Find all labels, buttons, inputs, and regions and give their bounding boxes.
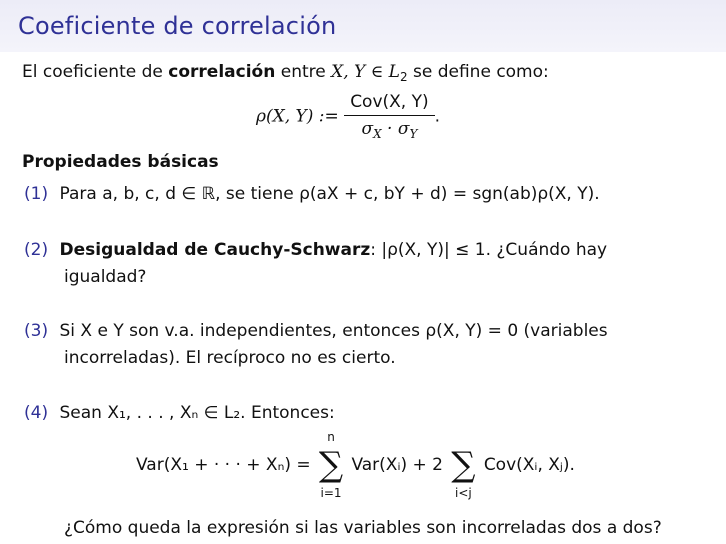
definition-numerator: Cov(X, Y) [344, 92, 434, 116]
property-2 [24, 240, 607, 260]
sum1-lower: i=1 [320, 486, 342, 500]
variance-lhs: Var(X₁ + · · · + Xₙ) = [136, 455, 317, 475]
slide-title: Coeficiente de correlación [18, 12, 337, 40]
variance-term1: Var(Xᵢ) + 2 [351, 455, 443, 475]
sum2-lower: i<j [455, 486, 472, 500]
intro-space: L [388, 62, 400, 82]
sum2-symbol: ∑ [451, 445, 476, 485]
sum1-upper: n [327, 430, 335, 444]
definition-lhs: ρ(X, Y) := [256, 106, 339, 127]
intro-bold: correlación [168, 62, 276, 82]
item-text: Sean X₁, . . . , Xₙ ∈ L₂. Entonces: [59, 403, 335, 423]
item-number: (1) [24, 184, 49, 204]
variance-term2: Cov(Xᵢ, Xⱼ). [483, 455, 575, 475]
den-sub-x: X [373, 127, 382, 141]
den-sigma: σ [361, 119, 374, 139]
item-text: Si X e Y son v.a. independientes, entonces ρ(X, Y) = 0 (variables [59, 321, 608, 341]
den-sub-y: Y [409, 127, 418, 141]
definition-fraction [344, 92, 434, 141]
intro-suffix: se define como: [407, 62, 549, 82]
item-number: (4) [24, 403, 49, 423]
item-number: (3) [24, 321, 49, 341]
definition-formula [256, 92, 440, 141]
intro-space-sub: 2 [399, 70, 408, 84]
item-bold: Desigualdad de Cauchy-Schwarz [59, 240, 371, 260]
item-text: : |ρ(X, Y)| ≤ 1. ¿Cuándo hay [370, 240, 608, 260]
item-text: Para a, b, c, d ∈ ℝ, se tiene ρ(aX + c, bY + d) = sgn(ab)ρ(X, Y). [59, 184, 600, 204]
definition-denominator [344, 116, 434, 141]
variance-formula [136, 430, 575, 500]
sum1-symbol: ∑ [318, 445, 344, 485]
property-3-line2: incorreladas). El recíproco no es cierto. [64, 348, 396, 368]
property-1 [24, 184, 600, 204]
closing-question: ¿Cómo queda la expresión si las variables son incorreladas dos a dos? [64, 518, 662, 538]
section-heading: Propiedades básicas [22, 152, 219, 172]
intro-vars: X, Y [331, 62, 366, 82]
definition-period: . [434, 106, 441, 127]
item-number: (2) [24, 240, 49, 260]
intro-mid: entre [275, 62, 332, 82]
summation-2 [448, 445, 478, 500]
property-2-line2: igualdad? [64, 267, 147, 287]
intro-in: ∈ [365, 62, 389, 82]
property-3 [24, 321, 608, 341]
summation-1 [316, 430, 346, 500]
property-4 [24, 403, 335, 423]
den-dot-sigma: · σ [381, 119, 410, 139]
intro-prefix: El coeficiente de [22, 62, 169, 82]
intro-line [22, 62, 549, 84]
